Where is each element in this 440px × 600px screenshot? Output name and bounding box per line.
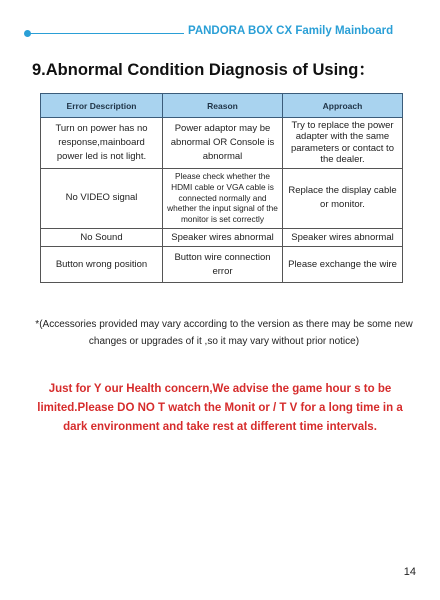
section-title: 9.Abnormal Condition Diagnosis of Using： <box>32 61 375 79</box>
table-row <box>41 118 403 169</box>
header-approach: Approach <box>283 94 403 118</box>
diagnosis-table <box>40 93 403 283</box>
cell-approach: Try to replace the power adapter with the same parameters or contact to the dealer. <box>283 118 403 169</box>
table-row <box>41 168 403 228</box>
cell-approach: Replace the display cable or monitor. <box>283 168 403 228</box>
cell-error-description: Turn on power has no response,mainboard power led is not light. <box>41 118 163 169</box>
header-rule <box>28 33 184 34</box>
page-number: 14 <box>403 566 416 578</box>
health-warning: Just for Y our Health concern,We advise the game hour s to be limited.Please DO NO T watch the Monit or / T V for a long time in a dark environment and take rest at different time intervals. <box>37 383 403 433</box>
cell-reason: Button wire connection error <box>163 247 283 283</box>
table-header-row <box>41 94 403 118</box>
cell-reason: Please check whether the HDMI cable or VGA cable is connected normally and whether the input signal of the monitor is set correctly <box>163 168 283 228</box>
header-title: PANDORA BOX CX Family Mainboard <box>188 25 394 37</box>
cell-approach: Please exchange the wire <box>283 247 403 283</box>
table-row <box>41 247 403 283</box>
accessories-footnote: *(Accessories provided may vary according to the version as there may be some new changes or upgrades of it ,so it may vary without prior notice) <box>35 319 413 347</box>
cell-error-description: No VIDEO signal <box>41 168 163 228</box>
cell-error-description: Button wrong position <box>41 247 163 283</box>
cell-error-description: No Sound <box>41 228 163 247</box>
header-reason: Reason <box>163 94 283 118</box>
cell-reason: Power adaptor may be abnormal OR Console is abnormal <box>163 118 283 169</box>
cell-approach: Speaker wires abnormal <box>283 228 403 247</box>
table-row <box>41 228 403 247</box>
header-error-description: Error Description <box>41 94 163 118</box>
cell-reason: Speaker wires abnormal <box>163 228 283 247</box>
